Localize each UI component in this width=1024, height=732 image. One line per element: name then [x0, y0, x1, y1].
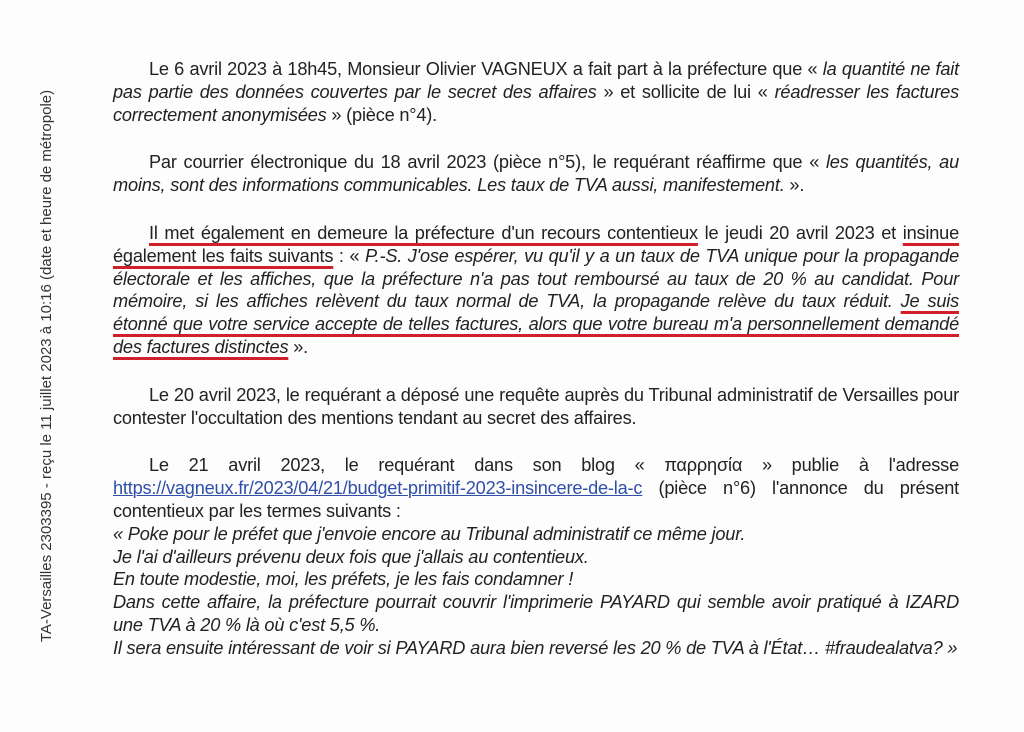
paragraph-21-avril [113, 454, 959, 522]
paragraph-6-avril [113, 58, 959, 126]
court-receipt-stamp: TA-Versailles 2303395 - reçu le 11 juillet 2023 à 10:16 (date et heure de métropole) [38, 89, 55, 643]
text: : « [333, 245, 366, 266]
underlined-text: Il met également en demeure la préfecture d'un recours contentieux [149, 222, 698, 243]
underlined-quote: Je suis étonné que votre service accepte de telles factures, alors que votre bureau m'a personnellement demandé des factures distinctes [113, 291, 959, 357]
text: » (pièce n°4). [326, 104, 437, 125]
text: le jeudi 20 avril 2023 et [697, 222, 903, 243]
text: Le 6 avril 2023 à 18h45, Monsieur Olivier VAGNEUX a fait part à la préfecture que « [149, 59, 823, 79]
quote-line: Je l'ai d'ailleurs prévenu deux fois que j'allais au contentieux. [113, 546, 589, 567]
document-body [113, 8, 959, 660]
paragraph-18-avril [113, 151, 959, 197]
text: (pièce n°6) l'annonce du présent contentieux par les termes suivants : [113, 478, 959, 521]
text: ». [288, 336, 308, 357]
text: Par courrier électronique du 18 avril 2023 (pièce n°5), le requérant réaffirme que « [149, 152, 826, 173]
quote: réadresser les factures correctement anonymisées [113, 81, 959, 125]
quote-line: « Poke pour le préfet que j'envoie encore au Tribunal administratif ce même jour. [113, 523, 746, 544]
paragraph-20-avril: Le 20 avril 2023, le requérant a déposé une requête auprès du Tribunal administratif de Versailles pour contester l'occultation des mentions tendant au secret des affaires. [113, 384, 959, 428]
paragraph-mise-en-demeure [113, 222, 959, 359]
text: ». [784, 175, 805, 196]
underlined-text: insinue également les faits suivants [113, 222, 959, 266]
text: » et sollicite de lui « [596, 81, 775, 102]
quote: P.-S. J'ose espérer, vu qu'il y a un taux de TVA unique pour la propagande électorale et les affiches, que la préfecture n'a pas tout remboursé au taux de 20 % au candidat. Pour mémoire, si les affiches relèvent du taux normal de TVA, la propagande relève du taux réduit. [113, 245, 960, 312]
blog-link[interactable]: https://vagneux.fr/2023/04/21/budget-primitif-2023-insincere-de-la-c [113, 478, 643, 499]
quote: les quantités, au moins, sont des informations communicables. Les taux de TVA aussi, manifestement. [113, 152, 959, 196]
quote: la quantité ne fait pas partie des données couvertes par le secret des affaires [113, 59, 959, 102]
text: Le 21 avril 2023, le requérant dans son blog « παρρησία » publie à l'adresse [149, 455, 959, 476]
quote-line: Dans cette affaire, la préfecture pourrait couvrir l'imprimerie PAYARD qui semble avoir pratiqué à IZARD une TVA à 20 % là où c'est 5,5 %. [113, 592, 959, 635]
quote-line: En toute modestie, moi, les préfets, je les fais condamner ! [113, 569, 574, 590]
quote-line: Il sera ensuite intéressant de voir si PAYARD aura bien reversé les 20 % de TVA à l'État… #fraudealatva? » [113, 637, 958, 658]
